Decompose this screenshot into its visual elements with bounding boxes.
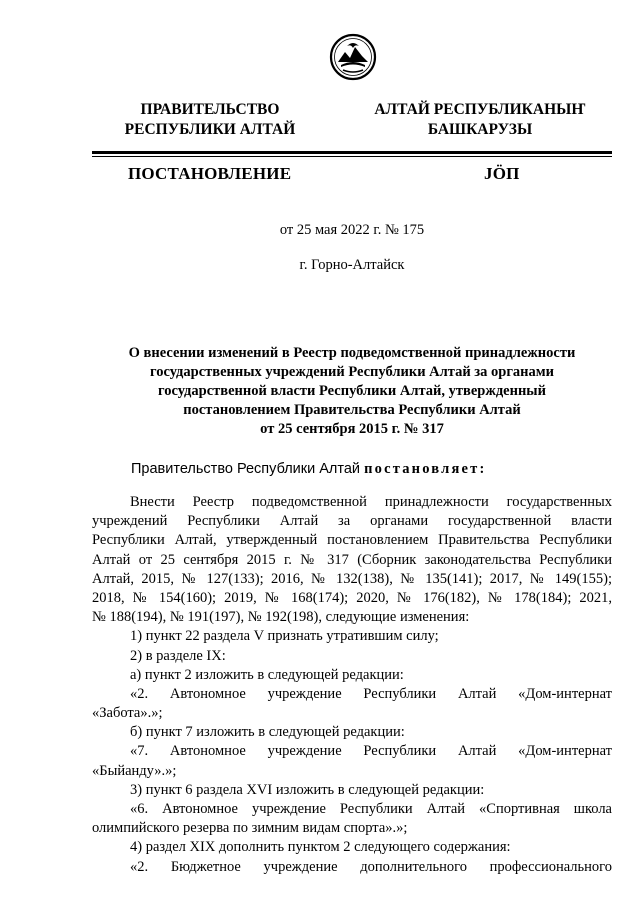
document-body <box>92 493 612 877</box>
body-line: Алтай, 2015, № 127(133); 2016, № 132(138), № 135(141); 2017, № 149(155); <box>92 570 612 587</box>
header-divider-thin <box>92 156 612 157</box>
header-right-line1: АЛТАЙ РЕСПУБЛИКАНЫҤ <box>374 101 586 118</box>
body-line: 2018, № 154(160); 2019, № 168(174); 2020, № 176(182), № 178(184); 2021, <box>92 589 612 606</box>
body-line: Республики Алтай, утвержденный постановлением Правительства Республики <box>92 532 612 549</box>
body-line: 3) пункт 6 раздела XVI изложить в следующей редакции: <box>130 781 485 798</box>
document-city: г. Горно-Алтайск <box>299 257 405 273</box>
intro-text: Правительство Республики Алтай <box>131 461 365 477</box>
body-line: № 188(194), № 191(197), № 192(198), следующие изменения: <box>92 609 470 626</box>
body-line: «Быйанду».»; <box>92 762 177 779</box>
subject-line: государственной власти Республики Алтай, утвержденный <box>157 383 546 399</box>
body-line: Алтай от 25 сентября 2015 г. № 317 (Сборник законодательства Республики <box>92 551 612 568</box>
body-line: 4) раздел XIX дополнить пунктом 2 следующего содержания: <box>130 839 511 856</box>
coat-of-arms-emblem <box>329 32 377 82</box>
body-line: «2. Бюджетное учреждение дополнительного профессионального <box>130 858 612 875</box>
body-line: б) пункт 7 изложить в следующей редакции: <box>130 724 405 741</box>
document-subject <box>92 344 612 439</box>
body-line: Внести Реестр подведомственной принадлежности государственных <box>130 494 612 510</box>
document-date-number: от 25 мая 2022 г. № 175 <box>279 222 425 238</box>
body-line: а) пункт 2 изложить в следующей редакции: <box>130 666 404 683</box>
body-line: «7. Автономное учреждение Республики Алтай «Дом-интернат <box>130 743 612 760</box>
resolution-intro <box>131 461 487 478</box>
body-line: учреждений Республики Алтай за органами государственной власти <box>92 513 612 530</box>
subject-line: государственных учреждений Республики Алтай за органами <box>150 364 554 380</box>
body-line: «Забота».»; <box>92 705 163 722</box>
body-line: 2) в разделе IX: <box>130 647 226 664</box>
body-line: «2. Автономное учреждение Республики Алтай «Дом-интернат <box>130 685 612 702</box>
document-type-altai: JÖП <box>484 164 520 183</box>
body-line: 1) пункт 22 раздела V признать утратившим силу; <box>130 628 439 645</box>
government-name-russian <box>110 100 310 140</box>
header-right-line2: БАШКАРУЗЫ <box>427 121 533 138</box>
intro-emphasis: постановляет: <box>364 461 487 477</box>
header-left-line1: ПРАВИТЕЛЬСТВО <box>140 101 280 118</box>
body-line: олимпийского резерва по зимним видам спорта».»; <box>92 820 408 837</box>
subject-line: постановлением Правительства Республики Алтай <box>183 402 521 418</box>
header-divider-thick <box>92 151 612 154</box>
subject-line: от 25 сентября 2015 г. № 317 <box>260 421 444 437</box>
document-type-russian: ПОСТАНОВЛЕНИЕ <box>128 164 292 183</box>
subject-line: О внесении изменений в Реестр подведомственной принадлежности <box>128 345 576 361</box>
body-line: «6. Автономное учреждение Республики Алтай «Спортивная школа <box>130 801 612 817</box>
header-left-line2: РЕСПУБЛИКИ АЛТАЙ <box>124 121 296 138</box>
government-name-altai <box>370 100 590 140</box>
